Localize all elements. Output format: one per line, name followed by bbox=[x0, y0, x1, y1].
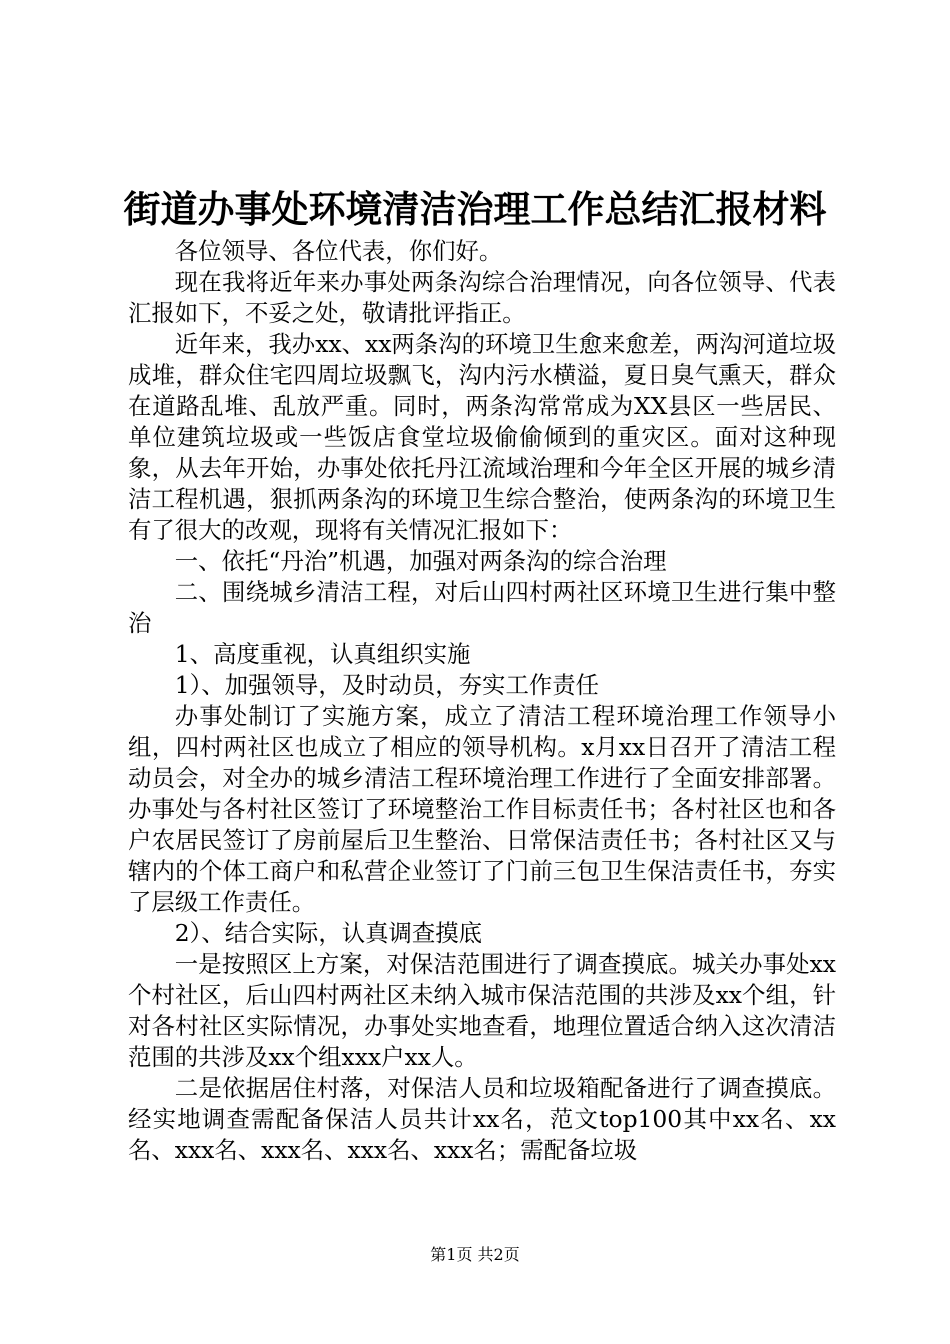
document-body bbox=[128, 236, 836, 1166]
paragraph-survey-scope: 一是按照区上方案，对保洁范围进行了调查摸底。城关办事处xx个村社区，后山四村两社区未纳入城市保洁范围的共涉及xx个组，针对各村社区实际情况，办事处实地查看，地理位置适合纳入这次清洁范围的共涉及xx个组xxx户xx人。 bbox=[128, 950, 836, 1071]
paragraph-intro: 现在我将近年来办事处两条沟综合治理情况，向各位领导、代表汇报如下，不妥之处，敬请批评指正。 bbox=[128, 268, 836, 327]
paragraph-leadership: 办事处制订了实施方案，成立了清洁工程环境治理工作领导小组，四村两社区也成立了相应的领导机构。x月xx日召开了清洁工程动员会，对全办的城乡清洁工程环境治理工作进行了全面安排部署。办事处与各村社区签订了环境整治工作目标责任书；各村社区也和各户农居民签订了房前屋后卫生整治、日常保洁责任书；各村社区又与辖内的个体工商户和私营企业签订了门前三包卫生保洁责任书，夯实了层级工作责任。 bbox=[128, 702, 836, 916]
item-heading-1: 1）、加强领导，及时动员，夯实工作责任 bbox=[174, 671, 600, 699]
document-title: 街道办事处环境清洁治理工作总结汇报材料 bbox=[123, 187, 827, 231]
item-heading-2: 2）、结合实际，认真调查摸底 bbox=[174, 919, 483, 947]
section-heading-1: 一、依托“丹治”机遇，加强对两条沟的综合治理 bbox=[174, 547, 667, 575]
section-heading-2: 二、围绕城乡清洁工程，对后山四村两社区环境卫生进行集中整治 bbox=[128, 578, 836, 637]
paragraph-survey-staffing: 二是依据居住村落，对保洁人员和垃圾箱配备进行了调查摸底。经实地调查需配备保洁人员共计xx名，范文top100其中xx名、xx名、xxx名、xxx名、xxx名、xxx名；需配备垃圾 bbox=[128, 1074, 836, 1164]
paragraph-greeting: 各位领导、各位代表，你们好。 bbox=[174, 237, 503, 265]
page-number-footer: 第1页 共2页 bbox=[430, 1245, 520, 1264]
paragraph-background: 近年来，我办xx、xx两条沟的环境卫生愈来愈差，两沟河道垃圾成堆，群众住宅四周垃圾飘飞，沟内污水横溢，夏日臭气熏天，群众在道路乱堆、乱放严重。同时，两条沟常常成为XX县区一些居民、单位建筑垃圾或一些饭店食堂垃圾偷偷倾到的重灾区。面对这种现象，从去年开始，办事处依托丹江流域治理和今年全区开展的城乡清洁工程机遇，狠抓两条沟的环境卫生综合整治，使两条沟的环境卫生有了很大的改观，现将有关情况汇报如下： bbox=[128, 330, 836, 544]
subsection-heading-1: 1、高度重视，认真组织实施 bbox=[174, 640, 471, 668]
